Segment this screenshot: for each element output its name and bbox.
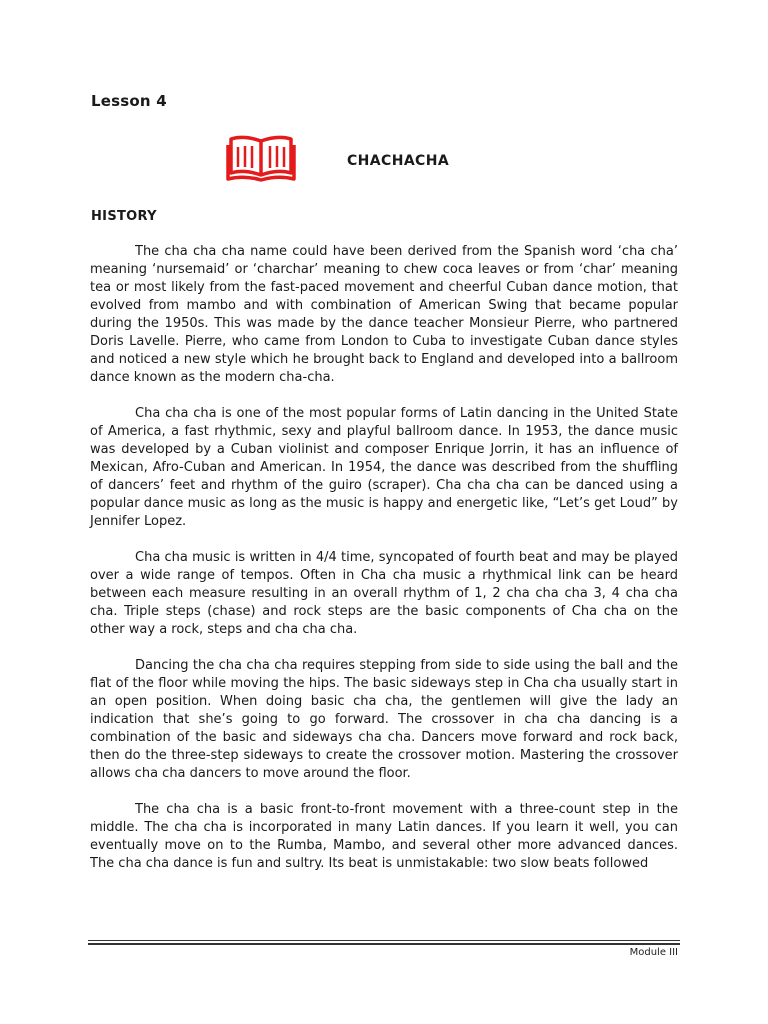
open-book-icon: [226, 133, 296, 183]
paragraph-3: Cha cha music is written in 4/4 time, syncopated of fourth beat and may be played over a wide range of tempos. Often in Cha cha music a rhythmical link can be heard between each measure resulting in an overall rhythm of 1, 2 cha cha cha 3, 4 cha cha cha. Triple steps (chase) and rock steps are the basic components of Cha cha on the other way a rock, steps and cha cha cha.: [90, 550, 678, 637]
paragraph-4: Dancing the cha cha cha requires stepping from side to side using the ball and the flat of the floor while moving the hips. The basic sideways step in Cha cha usually start in an open position. When doing basic cha cha, the gentlemen will give the lady an indication that she’s going to go forward. The crossover in cha cha dancing is a combination of the basic and sideways cha cha. Dancers move forward and rock back, then do the three-step sideways to create the crossover motion. Mastering the crossover allows cha cha dancers to move around the floor.: [90, 658, 678, 781]
footer-rule-thick: [88, 943, 680, 945]
footer-rule: [88, 940, 680, 941]
paragraph-5: The cha cha is a basic front-to-front movement with a three-count step in the middle. The cha cha is incorporated in many Latin dances. If you learn it well, you can eventually move on to the Rumba, Mambo, and several other more advanced dances. The cha cha dance is fun and sultry. Its beat is unmistakable: two slow beats followed: [90, 802, 678, 871]
footer-module-label: Module III: [629, 947, 678, 958]
paragraph-1: The cha cha cha name could have been derived from the Spanish word ‘cha cha’ meaning ‘nursemaid’ or ‘charchar’ meaning to chew coca leaves or from ‘char’ meaning tea or most likely from the fast-paced movement and cheerful Cuban dance motion, that evolved from mambo and with combination of American Swing that became popular during the 1950s. This was made by the dance teacher Monsieur Pierre, who partnered Doris Lavelle. Pierre, who came from London to Cuba to investigate Cuban dance styles and noticed a new style which he brought back to England and developed into a ballroom dance known as the modern cha-cha.: [90, 244, 678, 385]
section-heading: HISTORY: [91, 209, 157, 224]
page-title: CHACHACHA: [347, 153, 450, 169]
lesson-number: Lesson 4: [91, 92, 167, 110]
paragraph-2: Cha cha cha is one of the most popular forms of Latin dancing in the United State of America, a fast rhythmic, sexy and playful ballroom dance. In 1953, the dance music was developed by a Cuban violinist and composer Enrique Jorrin, it has an influence of Mexican, Afro-Cuban and American. In 1954, the dance was described from the shuffling of dancers’ feet and rhythm of the guiro (scraper). Cha cha cha can be danced using a popular dance music as long as the music is happy and energetic like, “Let’s get Loud” by Jennifer Lopez.: [90, 406, 678, 529]
body-text: [90, 243, 678, 891]
